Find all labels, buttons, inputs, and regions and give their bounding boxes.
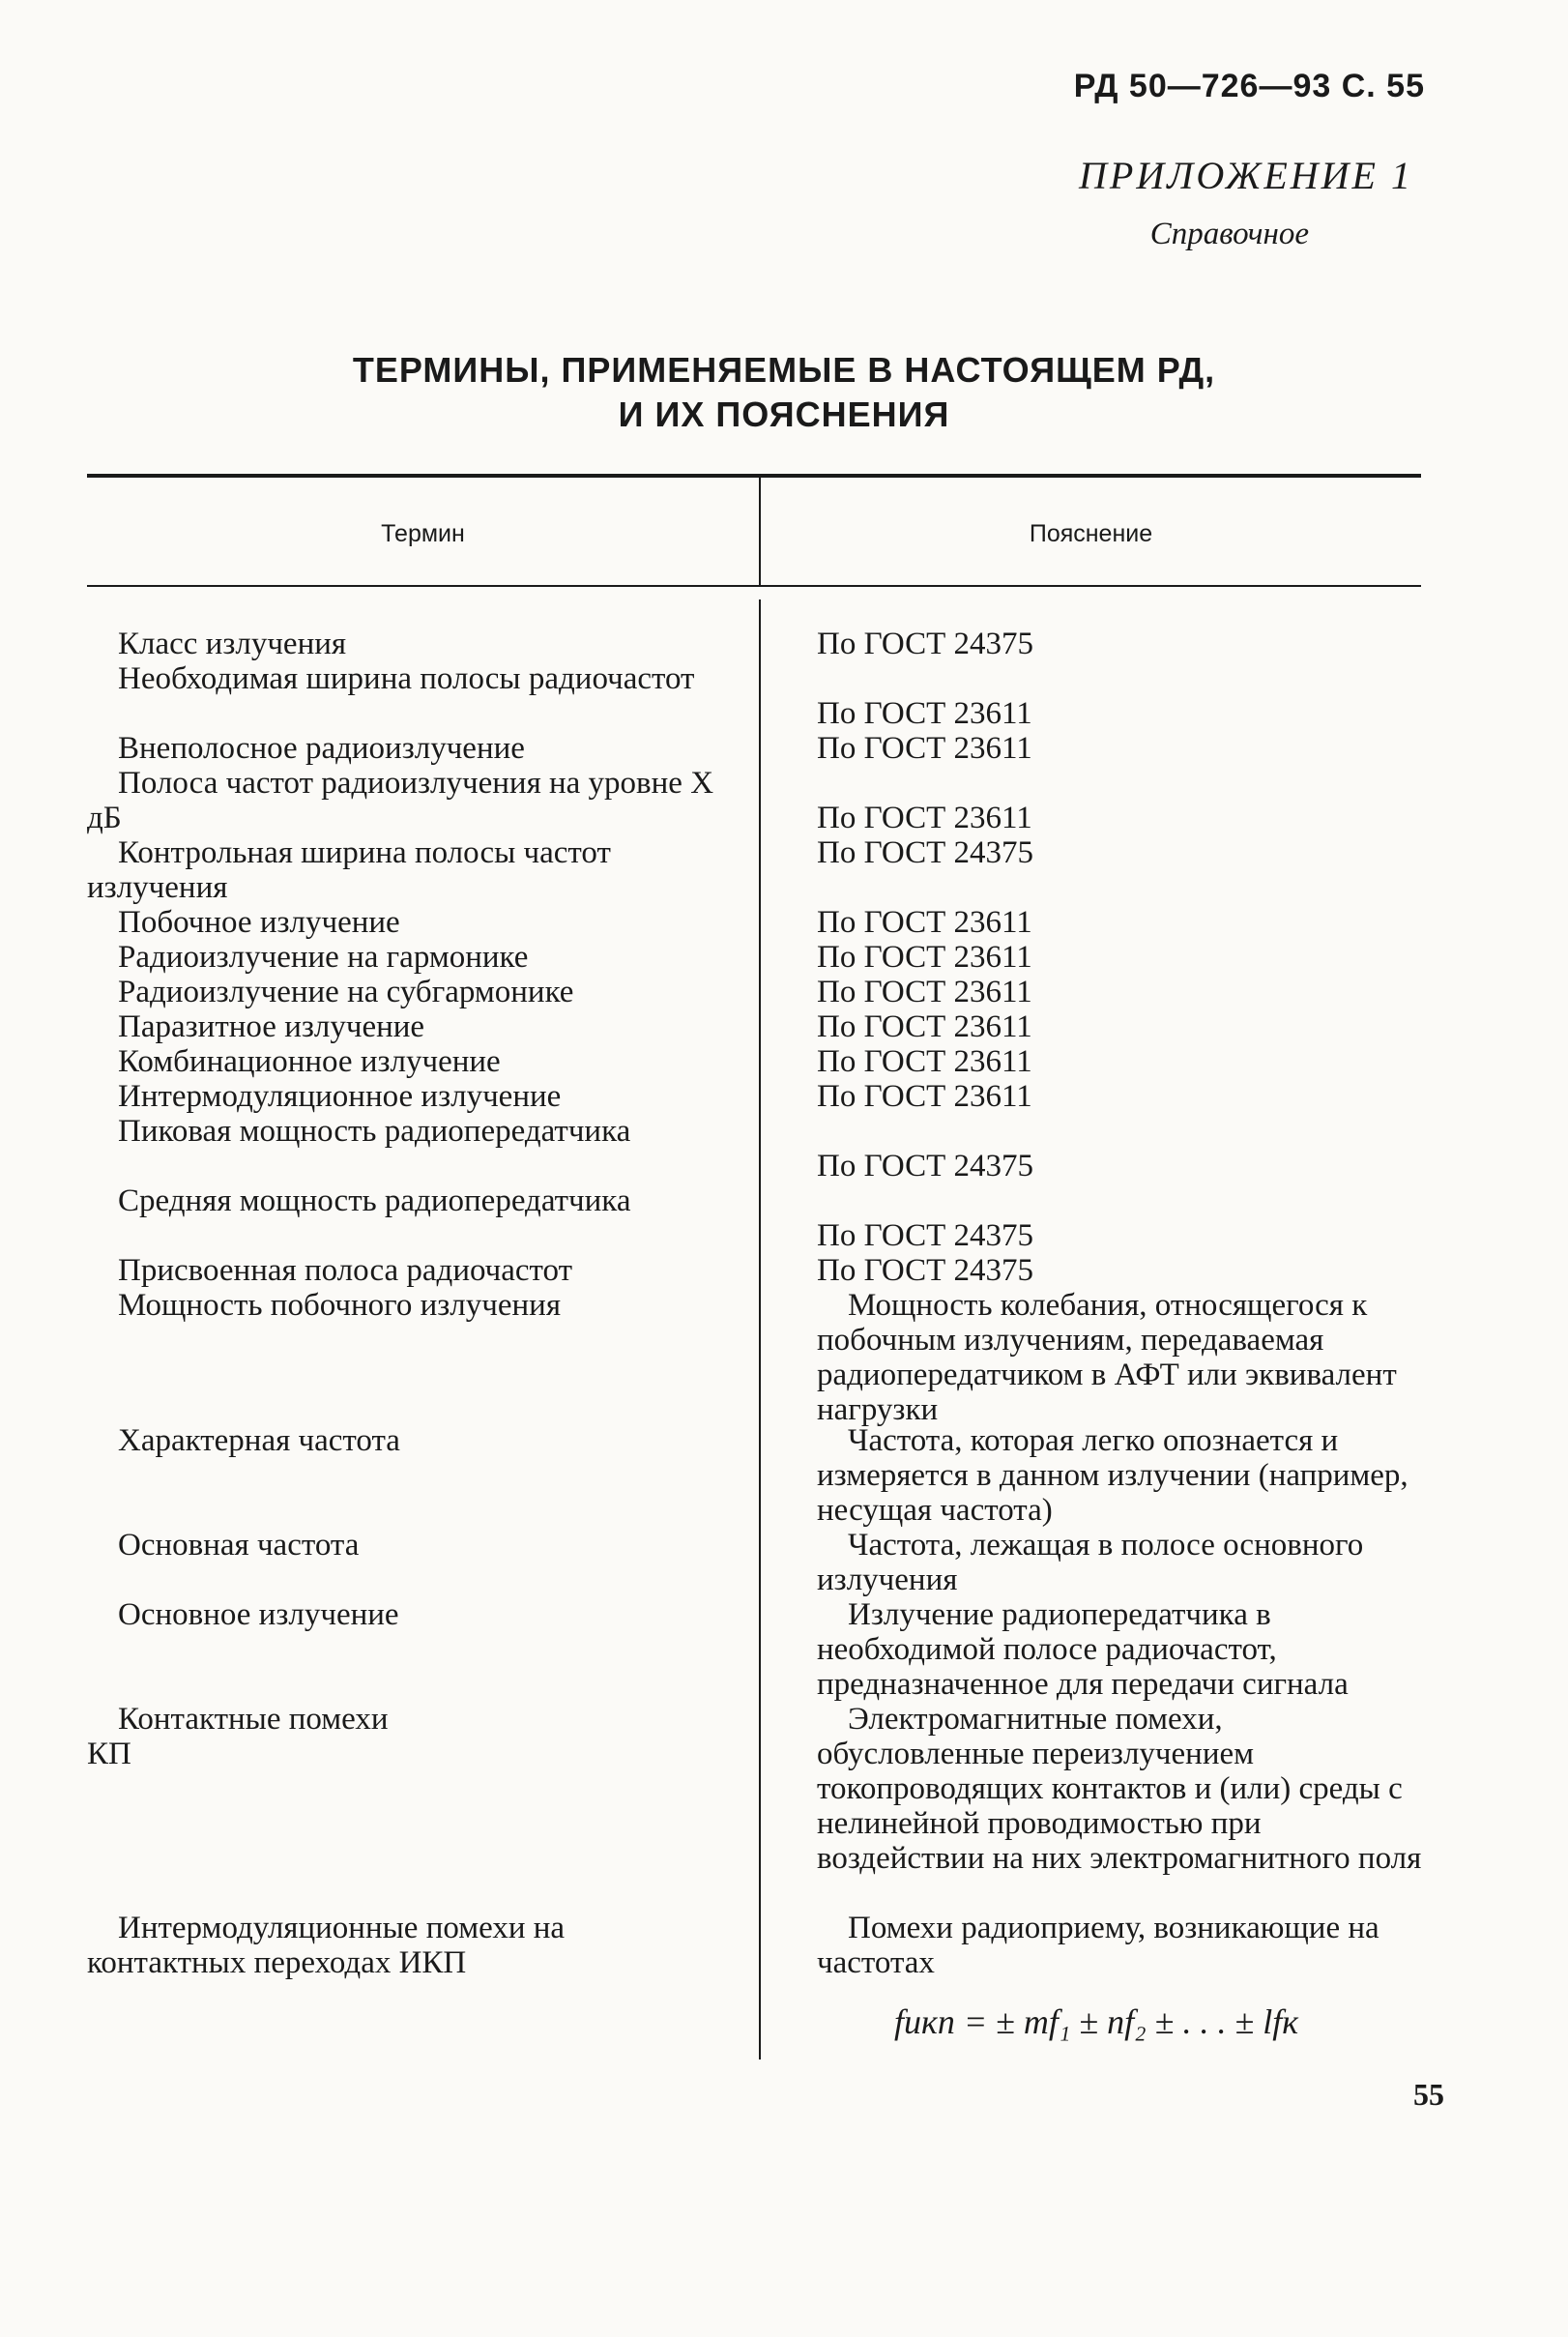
body-column-divider bbox=[759, 599, 761, 2059]
column-header-explanation: Пояснение bbox=[1029, 520, 1153, 547]
explanation-cell: По ГОСТ 23611 bbox=[817, 696, 1032, 731]
explanation-cell: По ГОСТ 23611 bbox=[817, 731, 1032, 766]
document-reference: РД 50—726—93 С. 55 bbox=[1073, 68, 1425, 104]
explanation-cell: Частота, лежащая в полосе основного излучения bbox=[817, 1528, 1364, 1597]
term-cell: Побочное излучение bbox=[118, 905, 400, 940]
explanation-cell: По ГОСТ 23611 bbox=[817, 1044, 1032, 1079]
term-cell: Основная частота bbox=[118, 1528, 360, 1563]
explanation-cell: Электромагнитные помехи, обусловленные переизлучением токопроводящих контактов и (или) среды с нелинейной проводимостью при воздействии на них электромагнитного поля bbox=[817, 1702, 1422, 1876]
term-cell: Комбинационное излучение bbox=[118, 1044, 501, 1079]
term-cell: Необходимая ширина полосы радиочастот bbox=[118, 661, 695, 696]
term-cell: Контактные помехи КП bbox=[87, 1702, 389, 1771]
appendix-label: ПРИЛОЖЕНИЕ 1 bbox=[1079, 154, 1413, 197]
title-line-1: ТЕРМИНЫ, ПРИМЕНЯЕМЫЕ В НАСТОЯЩЕМ РД, bbox=[352, 350, 1216, 390]
term-cell: Присвоенная полоса радиочастот bbox=[118, 1253, 573, 1288]
term-cell: Характерная частота bbox=[118, 1423, 400, 1458]
term-cell: Полоса частот радиоизлучения на уровне X дБ bbox=[87, 766, 714, 835]
table-header-rule bbox=[87, 585, 1421, 587]
explanation-cell: Мощность колебания, относящегося к побочным излучениям, передаваемая радиопередатчиком в АФТ или эквивалент нагрузки bbox=[817, 1288, 1397, 1427]
term-cell: Радиоизлучение на гармонике bbox=[118, 940, 529, 975]
term-cell: Контрольная ширина полосы частот излучения bbox=[87, 835, 611, 905]
explanation-cell: По ГОСТ 23611 bbox=[817, 905, 1032, 940]
explanation-cell: Помехи радиоприему, возникающие на частотах bbox=[817, 1911, 1379, 1980]
term-cell: Мощность побочного излучения bbox=[118, 1288, 562, 1323]
explanation-cell: По ГОСТ 23611 bbox=[817, 940, 1032, 975]
explanation-cell: По ГОСТ 23611 bbox=[817, 801, 1032, 835]
table-top-rule bbox=[87, 474, 1421, 478]
term-cell: Интермодуляционное излучение bbox=[118, 1079, 562, 1114]
term-cell: Внеполосное радиоизлучение bbox=[118, 731, 525, 766]
appendix-type: Справочное bbox=[1149, 217, 1309, 251]
term-cell: Пиковая мощность радиопередатчика bbox=[118, 1114, 631, 1149]
page-number: 55 bbox=[1413, 2077, 1444, 2112]
term-cell: Основное излучение bbox=[118, 1597, 399, 1632]
explanation-cell: По ГОСТ 23611 bbox=[817, 1009, 1032, 1044]
term-cell: Средняя мощность радиопередатчика bbox=[118, 1183, 631, 1218]
term-cell: Интермодуляционные помехи на контактных переходах ИКП bbox=[87, 1911, 566, 1980]
explanation-cell: По ГОСТ 23611 bbox=[817, 1079, 1032, 1114]
term-cell: Радиоизлучение на субгармонике bbox=[118, 975, 574, 1009]
title-line-2: И ИХ ПОЯСНЕНИЯ bbox=[618, 394, 950, 434]
explanation-cell: По ГОСТ 24375 bbox=[817, 627, 1033, 661]
explanation-cell: Частота, которая легко опознается и измеряется в данном излучении (например, несущая частота) bbox=[817, 1423, 1408, 1528]
explanation-cell: Излучение радиопередатчика в необходимой полосе радиочастот, предназначенное для передачи сигнала bbox=[817, 1597, 1349, 1702]
explanation-cell: По ГОСТ 23611 bbox=[817, 975, 1032, 1009]
explanation-cell: По ГОСТ 24375 bbox=[817, 1253, 1033, 1288]
term-cell: Паразитное излучение bbox=[118, 1009, 425, 1044]
page-title bbox=[0, 348, 1568, 437]
explanation-cell: По ГОСТ 24375 bbox=[817, 1149, 1033, 1183]
explanation-cell: По ГОСТ 24375 bbox=[817, 835, 1033, 870]
column-header-term: Термин bbox=[381, 520, 465, 547]
frequency-formula: fикп = ± mf₁ ± nf₂ ± . . . ± lfк bbox=[894, 2002, 1299, 2041]
explanation-cell: По ГОСТ 24375 bbox=[817, 1218, 1033, 1253]
term-cell: Класс излучения bbox=[118, 627, 347, 661]
